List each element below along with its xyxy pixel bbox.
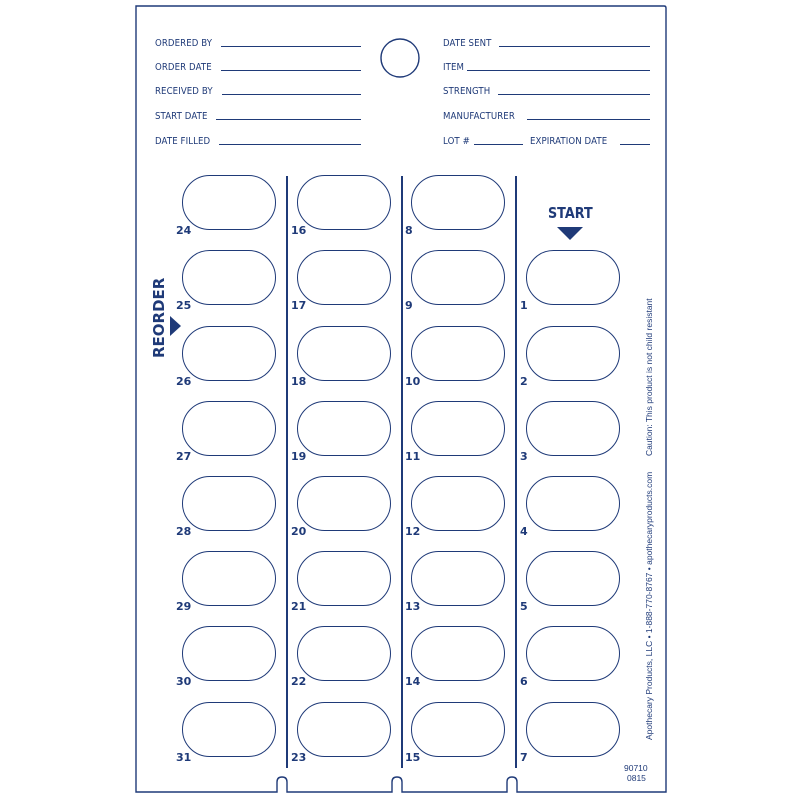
field-label: MANUFACTURER (443, 111, 515, 122)
day-number: 10 (405, 375, 421, 388)
pill-blister (297, 702, 391, 757)
field-label: EXPIRATION DATE (530, 136, 608, 147)
start-label: START (548, 204, 593, 222)
pill-blister (182, 551, 276, 606)
day-number: 20 (291, 525, 307, 538)
write-line[interactable] (222, 94, 361, 95)
day-number: 1 (520, 299, 528, 312)
day-number: 5 (520, 600, 528, 613)
day-number: 3 (520, 450, 528, 463)
product-code: 90710 (624, 763, 648, 773)
pill-blister (297, 326, 391, 381)
date-sent-field[interactable] (443, 33, 650, 49)
pill-blister (297, 401, 391, 456)
pill-blister (182, 626, 276, 681)
pill-blister (411, 551, 505, 606)
day-number: 31 (176, 751, 192, 764)
day-number: 7 (520, 751, 528, 764)
pill-blister (411, 401, 505, 456)
pill-blister (526, 702, 620, 757)
day-number: 4 (520, 525, 528, 538)
day-number: 16 (291, 224, 307, 237)
day-number: 24 (176, 224, 192, 237)
write-line[interactable] (499, 46, 650, 47)
date-filled-field[interactable] (155, 131, 361, 147)
day-number: 27 (176, 450, 192, 463)
pill-blister (526, 401, 620, 456)
pill-blister (526, 326, 620, 381)
ordered-by-field[interactable] (155, 33, 361, 49)
day-number: 19 (291, 450, 307, 463)
write-line[interactable] (467, 70, 650, 71)
pill-blister (182, 326, 276, 381)
revision-code: 0815 (627, 773, 646, 783)
day-number: 28 (176, 525, 192, 538)
pill-blister (411, 175, 505, 230)
day-number: 9 (405, 299, 413, 312)
column-divider (286, 176, 288, 768)
start-date-field[interactable] (155, 106, 361, 122)
pill-blister (297, 250, 391, 305)
day-number: 15 (405, 751, 421, 764)
reorder-label: REORDER (150, 277, 168, 358)
lot-field[interactable] (443, 131, 523, 147)
day-number: 22 (291, 675, 307, 688)
field-label: ORDERED BY (155, 38, 213, 49)
reorder-arrow-icon (170, 316, 181, 336)
pill-blister (411, 476, 505, 531)
pill-blister (182, 476, 276, 531)
pill-blister (182, 702, 276, 757)
day-number: 30 (176, 675, 192, 688)
field-label: ITEM (443, 62, 464, 73)
day-number: 18 (291, 375, 307, 388)
day-number: 25 (176, 299, 192, 312)
day-number: 14 (405, 675, 421, 688)
field-label: DATE FILLED (155, 136, 211, 147)
strength-field[interactable] (443, 81, 650, 97)
day-number: 13 (405, 600, 421, 613)
start-arrow-icon (557, 227, 583, 240)
pill-blister (182, 401, 276, 456)
write-line[interactable] (498, 94, 650, 95)
pill-blister (297, 626, 391, 681)
pill-blister (526, 626, 620, 681)
manufacturer-field[interactable] (443, 106, 650, 122)
pill-blister (297, 175, 391, 230)
pill-blister (411, 326, 505, 381)
write-line[interactable] (527, 119, 650, 120)
received-by-field[interactable] (155, 81, 361, 97)
day-number: 6 (520, 675, 528, 688)
day-number: 26 (176, 375, 192, 388)
field-label: DATE SENT (443, 38, 492, 49)
day-number: 8 (405, 224, 413, 237)
column-divider (401, 176, 403, 768)
hanging-hole (381, 39, 419, 77)
company-text: Apothecary Products, LLC • 1-888-770-8767 • apothecaryproducts.com (644, 471, 654, 740)
day-number: 29 (176, 600, 192, 613)
pill-blister (411, 702, 505, 757)
pill-blister (411, 626, 505, 681)
write-line[interactable] (221, 70, 361, 71)
pill-blister (411, 250, 505, 305)
field-label: START DATE (155, 111, 208, 122)
pill-blister (297, 476, 391, 531)
pill-blister (182, 250, 276, 305)
pill-blister (182, 175, 276, 230)
expiration-date-field[interactable] (530, 131, 650, 147)
write-line[interactable] (620, 144, 650, 145)
item-field[interactable] (443, 57, 650, 73)
day-number: 23 (291, 751, 307, 764)
pill-blister (526, 476, 620, 531)
day-number: 2 (520, 375, 528, 388)
field-label: STRENGTH (443, 86, 491, 97)
field-label: RECEIVED BY (155, 86, 213, 97)
write-line[interactable] (474, 144, 523, 145)
day-number: 17 (291, 299, 307, 312)
write-line[interactable] (221, 46, 361, 47)
write-line[interactable] (219, 144, 361, 145)
field-label: ORDER DATE (155, 62, 212, 73)
caution-text: Caution: This product is not child resistant (644, 298, 654, 456)
column-divider (515, 176, 517, 768)
pill-blister (297, 551, 391, 606)
write-line[interactable] (216, 119, 361, 120)
pill-blister (526, 250, 620, 305)
day-number: 12 (405, 525, 421, 538)
order-date-field[interactable] (155, 57, 361, 73)
pill-blister (526, 551, 620, 606)
day-number: 11 (405, 450, 421, 463)
day-number: 21 (291, 600, 307, 613)
field-label: LOT # (443, 136, 470, 147)
